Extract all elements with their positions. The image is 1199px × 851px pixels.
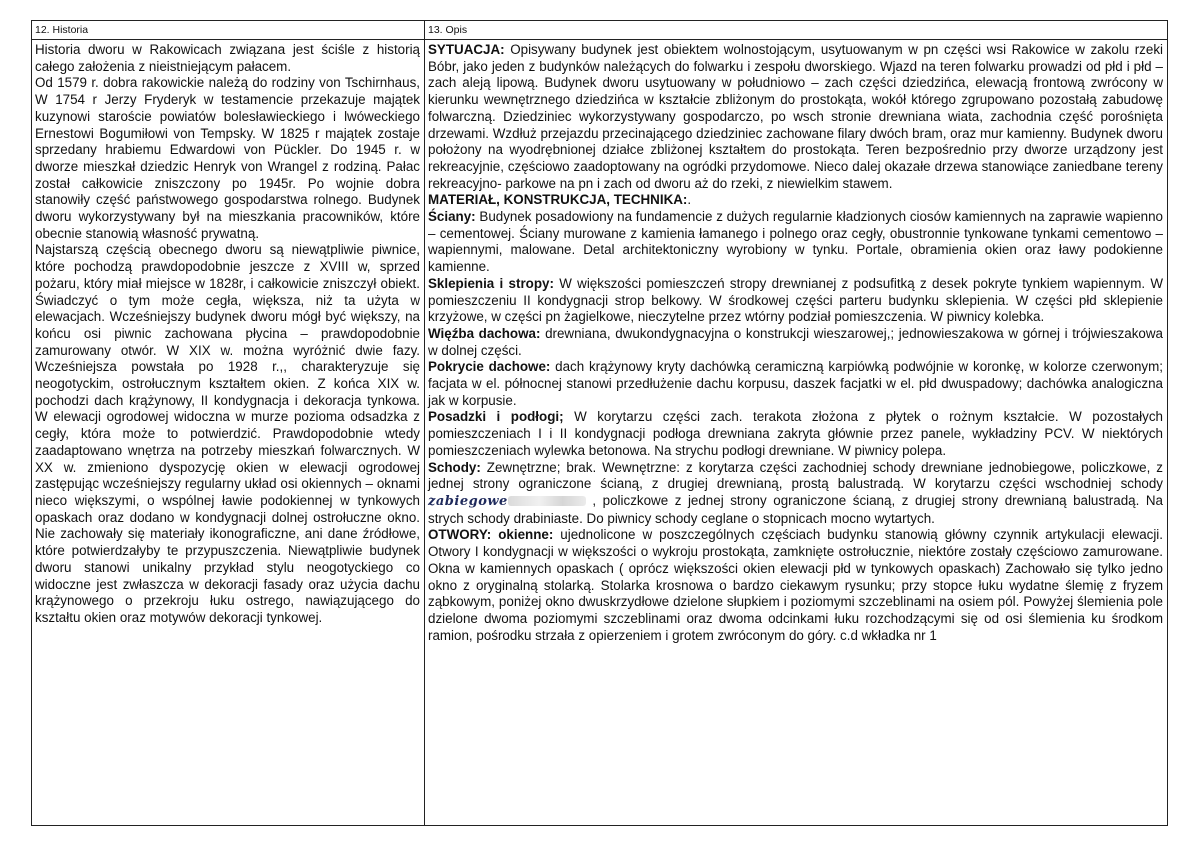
walls-section	[428, 209, 1163, 276]
history-paragraph: Od 1579 r. dobra rakowickie należą do rodziny von Tschirnhaus, W 1754 r Jerzy Fryderyk w testamencie przekazuje majątek kuzynowi staroście powiatów bolesławieckiego i lwóweckiego Ernestowi Bogumiłowi von Tempsky. W 1825 r majątek zostaje sprzedany hrabiemu Edwardowi von Pückler. Do 1945 r. w dworze mieszkał dziedzic Henryk von Wrangel z rodziną. Pałac został całkowicie zniszczony po 1945r. Po wojnie dobra stanowiły część państwowego gospodarstwa rolnego. Budynek dworu wykorzystywany był na mieszkania pracowników, które obecnie stanowią własność prywatną.	[35, 75, 420, 241]
history-column	[32, 21, 425, 825]
vaults-section	[428, 276, 1163, 326]
stairs-text-a: Zewnętrzne; brak. Wewnętrzne: z korytarza części zachodniej schody drewniane jednobiegowe, policzkowe, z jednej strony ograniczone ścianą, z drugiej drewnianą, prostą balustradą. W korytarzu części wschodniej schody	[428, 459, 1163, 492]
openings-text: ujednolicone w poszczególnych częściach budynku stanowią główny czynnik artykulacji elewacji. Otwory I kondygnacji w większości o wykroju prostokąta, zamknięte ostrołucznie, niektóre zostały częściowo zamurowane. Okna w kamiennych opaskach ( oprócz większości okien elewacji płd w tynkowych opaskach) Zachowało się tylko jedno okno z oryginalną stolarką. Stolarka krosnowa o bardzo ciekawym rysunku; przy stopce łuku wydatne ślemię z fryzem ząbkowym, poniżej okno dwuskrzydłowe dzielone słupkiem i poziomymi szczeblinami na osiem pól. Powyżej ślemienia pole dzielone dwoma poziomymi szczeblinami oraz dwoma odcinkami łuku rozchodzącymi się od osi ślemienia ku środkom ramion, pośrodku strzała z opierzeniem i grotem zwróconym do góry. c.d wkładka nr 1	[428, 527, 1164, 643]
walls-label: Ściany:	[428, 209, 476, 225]
history-header: 12. Historia	[32, 21, 424, 40]
correction-blot	[508, 496, 586, 506]
floors-label: Posadzki i podłogi;	[428, 409, 564, 425]
description-body	[425, 40, 1167, 825]
material-heading-line	[428, 192, 1163, 209]
vaults-text: W większości pomieszczeń stropy drewnianej z podsufitką z desek pokryte tynkiem wapiennym. W pomieszczeniu II kondygnacji strop belkowy. W środkowej części parteru budynku sklepienia. W części płd sklepienie krzyżowe, w części pn żagielkowe, nieczytelne przez wtórny podział pomieszczenia. W piwnicy kolebka.	[428, 275, 1164, 325]
truss-text: drewniana, dwukondygnacyjna o konstrukcji wieszarowej,; jednowieszakowa w górnej i trójwieszakowa w dolnej części.	[428, 325, 1163, 358]
truss-label: Więźba dachowa:	[428, 325, 541, 341]
history-paragraph: Historia dworu w Rakowicach związana jest ściśle z historią całego założenia z nieistniejącym pałacem.	[35, 42, 420, 74]
roof-label: Pokrycie dachowe:	[428, 359, 551, 375]
situation-section	[428, 42, 1163, 192]
stairs-label: Schody:	[428, 459, 481, 475]
form-table	[31, 20, 1168, 826]
openings-label: OTWORY: okienne:	[428, 527, 554, 543]
description-header: 13. Opis	[425, 21, 1167, 40]
openings-section	[428, 527, 1163, 644]
situation-text: Opisywany budynek jest obiektem wolnostojącym, usytuowanym w pn części wsi Rakowice w zakolu rzeki Bóbr, jako jeden z budynków należących do folwarku i zespołu dworskiego. Wjazd na teren folwarku prowadzi od płd i płd – zach aleją lipową. Budynek dworu usytuowany w południowo – zach części dziedzińca, elewacją frontową zwrócony w kierunku wewnętrznego dziedzińca w kształcie zbliżonym do prostokąta, wokół którego zgrupowano pozostałą zabudowę folwarczną. Dziedziniec wykorzystywany gospodarczo, po wsch stronie drewniana wiata, zachodnia część porośnięta drzewami. Wzdłuż przejazdu przecinającego dziedziniec zachowane filary dwóch bram, oraz mur kamienny. Budynek dworu położony na wyodrębnionej działce zbliżonej kształtem do prostokąta. Teren bezpośrednio przy dworze urządzony jest rekreacyjnie, częściowo zaadoptowany na ogródki przydomowe. Nieco dalej okazałe drzewa stanowiące zaniedbane tereny rekreacyjno- parkowe na pn i zach od dworu aż do rzeki, z niewielkim stawem.	[428, 42, 1163, 191]
history-paragraph: Najstarszą częścią obecnego dworu są niewątpliwie piwnice, które pochodzą prawdopodobnie jeszcze z XVIII w, sprzed pożaru, który miał miejsce w 1828r, i całkowicie zniszczył obiekt. Świadczyć o tym może cegła, większa, niż ta użyta w elewacjach. Wcześniejszy budynek dworu mógł być większy, na końcu osi piwnic zachowana płycina – prawdopodobnie zamurowany otwór. W XIX w. można wyróżnić dwie fazy. Wcześniejsza powstała po 1928 r.,, charakteryzuje się neogotyckim, ostrołucznym kształtem okien. Z końca XIX w. pochodzi dach krążynowy, II kondygnacja i dekoracja tynkowa. W elewacji ogrodowej widoczna w murze pozioma odsadzka z cegły, która może to potwierdzić. Prawdopodobnie wtedy zaadaptowano wnętrza na potrzeby mieszkań folwarcznych. W XX w. zmieniono dyspozycję okien w elewacji ogrodowej zastępując wcześniejszy regularny układ osi okiennych – oknami nieco większymi, o wspólnej ławie podokiennej w tynkowych opaskach oraz dodano w kondygnacji dolnej ostrołuczne okno. Nie zachowały się materiały ikonograficzne, ani dane źródłowe, które potwierdzałyby te przypuszczenia. Niewątpliwie budynek dworu stanowi unikalny przykład stylu neogotyckiego co widoczne jest zwłaszcza w dekoracji fasady oraz użycia dachu krążynowego o przekroju łuku ostrego, nawiązującego do kształtu okien oraz motywów dekoracji tynkowej.	[35, 242, 420, 625]
stairs-text-b: , policzkowe z jednej strony ograniczone ścianą, z drugiej strony drewnianą balustradą. Na strych schody drabiniaste. Do piwnicy schody ceglane o stopnicach mocno wytartych.	[428, 492, 1163, 526]
handwritten-annotation: zabiegowe	[428, 493, 508, 509]
roof-text: dach krążynowy kryty dachówką ceramiczną karpiówką podwójnie w koronkę, w kolorze czerwonym; facjata w el. północnej stanowi przedłużenie dachu korpusu, daszek facjatki w el. płd dwuspadowy; dachówka analogiczna jak w korpusie.	[428, 359, 1163, 408]
material-heading-suffix: .	[687, 192, 692, 208]
material-heading: MATERIAŁ, KONSTRUKCJA, TECHNIKA:	[428, 192, 688, 208]
vaults-label: Sklepienia i stropy:	[428, 275, 554, 291]
situation-label: SYTUACJA:	[428, 42, 505, 57]
stairs-section	[428, 460, 1163, 528]
roof-section	[428, 359, 1163, 409]
walls-text: Budynek posadowiony na fundamencie z dużych regularnie kładzionych ciosów kamiennych na zaprawie wapienno – cementowej. Ściany murowane z kamienia łamanego i polnego oraz cegły, obustronnie tynkowane tynkami cementowo – wapiennymi, malowane. Detal architektoniczny wyrobiony w tynku. Portale, obramienia okien oraz ławy podokienne kamienne.	[428, 209, 1163, 275]
description-column	[425, 21, 1167, 825]
history-body	[32, 40, 424, 825]
truss-section	[428, 326, 1163, 359]
floors-text: W korytarzu części zach. terakota złożona z płytek o rożnym kształcie. W pozostałych pomieszczeniach I i II kondygnacji podłoga drewniana zakryta głównie przez panele, wykładziny PCV. W niektórych pomieszczeniach wylewka betonowa. Na strychu podłogi drewniane. W piwnicy polepa.	[428, 409, 1163, 458]
floors-section	[428, 409, 1163, 459]
